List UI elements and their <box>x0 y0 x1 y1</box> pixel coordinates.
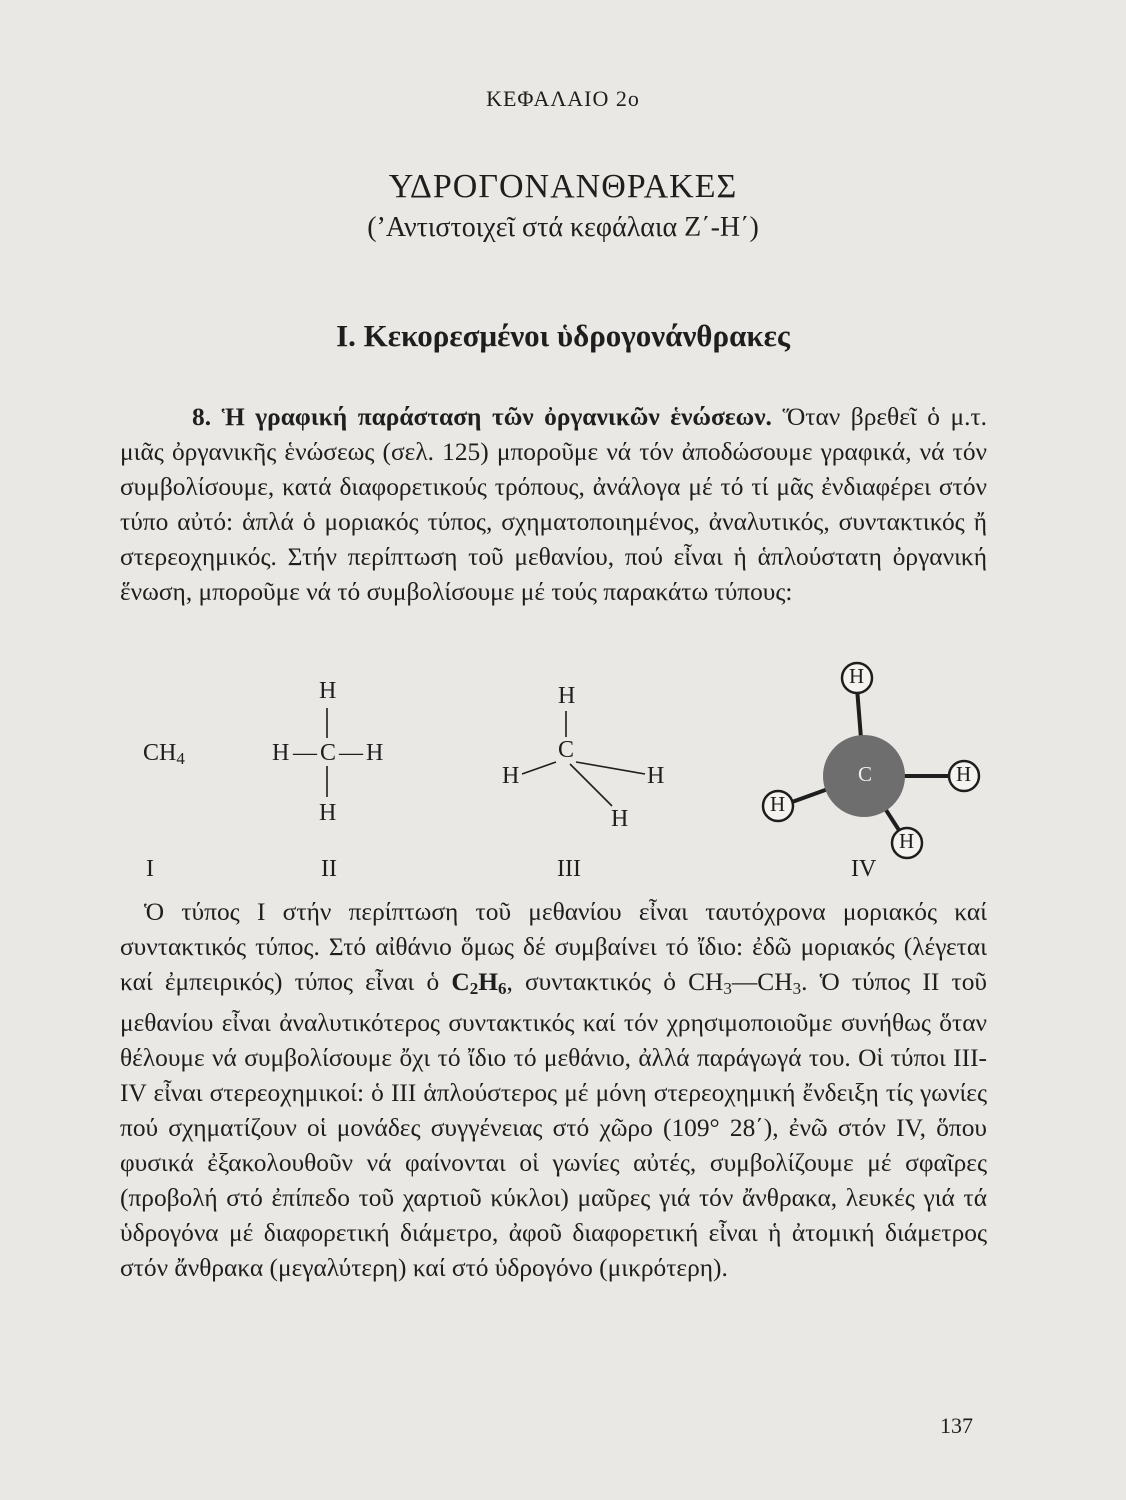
formula-II-h-left: H <box>272 740 290 766</box>
paragraph-1-text: Ὅταν βρεθεῖ ὁ μ.τ. μιᾶς ὀργανικῆς ἑνώσεως (σελ. 125) μποροῦμε νά τόν ἀποδώσουμε γραφικά, νά τόν συμβολίσουμε, κατά διαφορετικούς τρόπους, ἀνάλογα μέ τό τί μᾶς ἐνδιαφέρει στόν τύπο αὐτό: ἁπλά ὁ μοριακός τύπος, σχηματοποιημένος, ἀναλυτικός, συντακτικός ἤ στερεοχημικός. Στήν περίπτωση τοῦ μεθανίου, πού εἶναι ἡ ἁπλούστατη ὀργανική ἕνωση, μποροῦμε νά τό συμβολίσουμε μέ τούς παρακάτω τύπους: <box>120 403 987 606</box>
page-title: ΥΔΡΟΓΟΝΑΝΘΡΑΚΕΣ <box>388 168 738 205</box>
ethane-formula-c: C <box>451 968 470 996</box>
chapter-heading: ΚΕΦΑΛΑΙΟ 2ο <box>486 86 640 111</box>
formula-II-c: C <box>320 740 337 766</box>
paragraph-1-lead: 8. Ἡ γραφική παράσταση τῶν ὀργανικῶν ἑνώσεων. <box>192 403 772 431</box>
ethane-structural-b: CH <box>757 968 793 996</box>
ethane-formula-h-sub: 6 <box>497 979 507 998</box>
label-IV: IV <box>851 856 877 882</box>
formula-IV-c: C <box>858 762 873 786</box>
ethane-structural-a: CH <box>688 968 724 996</box>
ethane-structural-bond: — <box>731 968 758 996</box>
formula-II-bond-right: — <box>339 740 363 766</box>
formula-IV-h-left: H <box>770 792 786 816</box>
paragraph-2 <box>120 895 987 1286</box>
formula-III-c: C <box>558 737 575 763</box>
label-III: III <box>557 856 581 882</box>
page-number: 137 <box>940 1413 973 1438</box>
label-I: I <box>146 856 154 882</box>
formula-II-h-right: H <box>366 740 384 766</box>
paragraph-2-text-3: . Ὁ τύπος II τοῦ μεθανίου εἶναι ἀναλυτικότερος συντακτικός καί τόν χρησιμοποιοῦμε συνήθως ὅταν θέλουμε νά συμβολίσουμε ὄχι τό ἴδιο τό μεθάνιο, ἀλλά παράγωγά του. Οἱ τύποι III-IV εἶναι στερεοχημικοί: ὁ III ἁπλούστερος μέ μόνη στερεοχημική ἔνδειξη τίς γωνίες πού σχηματίζουν οἱ μονάδες συγγένειας στό χῶρο (109° 28΄), ἐνῶ στόν IV, ὅπου φυσικά ἐξακολουθοῦν νά φαίνονται οἱ γωνίες αὐτές, συμβολίζουμε μέ σφαῖρες (προβολή στό ἐπίπεδο τοῦ χαρτιοῦ κύκλοι) μαῦρες γιά τόν ἄνθρακα, λευκές γιά τά ὑδρογόνα μέ διαφορετική διάμετρο, ἀφοῦ διαφορετική εἶναι ἡ ἀτομική διάμετρος στόν ἄνθρακα (μεγαλύτερη) καί στό ὑδρογόνο (μικρότερη). <box>120 968 987 1282</box>
formula-III-h-top: H <box>558 683 576 709</box>
formula-IV-h-top: H <box>849 664 865 688</box>
formula-III-h-right: H <box>647 763 665 789</box>
formula-II-h-top: H <box>319 678 337 704</box>
formula-III-h-bottom: H <box>611 806 629 832</box>
formula-IV-h-bottom: H <box>899 829 915 853</box>
page-subtitle: (’Αντιστοιχεῖ στά κεφάλαια Ζ΄-Η΄) <box>367 212 759 243</box>
paragraph-2-text-1: Ὁ τύπος I στήν περίπτωση τοῦ μεθανίου εἶναι ταυτόχρονα μοριακός καί συντακτικός τύπος. Στό αἰθάνιο ὅμως δέ συμβαίνει τό ἴδιο: ἐδῶ μοριακός (λέγεται καί ἐμπειρικός) τύπος εἶναι ὁ <box>120 898 987 996</box>
formula-I-main: CH <box>143 740 177 766</box>
ethane-structural-b-sub: 3 <box>792 979 802 998</box>
ethane-structural-a-sub: 3 <box>723 979 732 998</box>
ethane-formula-c-sub: 2 <box>469 979 479 998</box>
ethane-formula-h: H <box>478 968 498 996</box>
label-II: II <box>321 856 337 882</box>
formula-II-h-bottom: H <box>319 800 337 826</box>
formula-I-sub: 4 <box>176 749 185 768</box>
paragraph-2-text-2: , συντακτικός ὁ <box>506 968 689 996</box>
formula-II-bond-left: — <box>293 740 317 766</box>
formula-III-h-left: H <box>502 763 520 789</box>
formula-IV-h-right: H <box>956 762 972 786</box>
section-title: Ι. Κεκορεσμένοι ὑδρογονάνθρακες <box>336 318 790 353</box>
